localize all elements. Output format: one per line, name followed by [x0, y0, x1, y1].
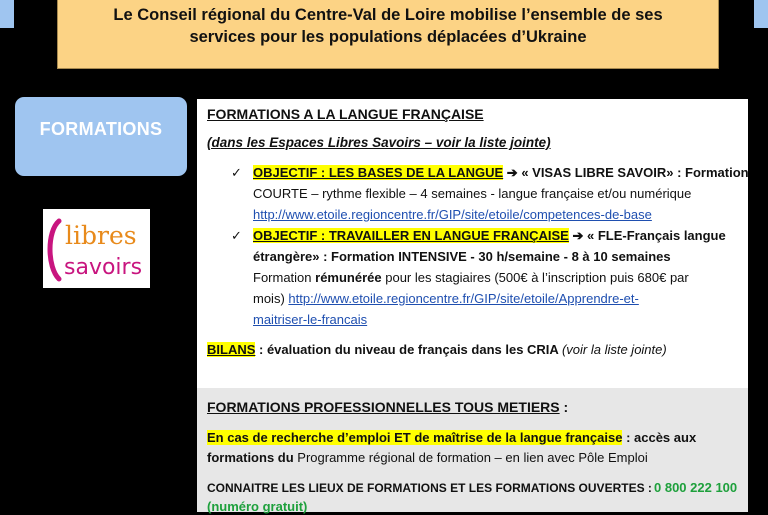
formations-tab-label: FORMATIONS	[39, 119, 163, 139]
language-training-section	[197, 99, 748, 388]
item2-link[interactable]: http://www.etoile.regioncentre.fr/GIP/site/etoile/Apprendre-et-	[288, 291, 639, 306]
formations-tab	[15, 97, 187, 176]
pro-title-suffix: :	[559, 399, 569, 415]
item2-objective: OBJECTIF : TRAVAILLER EN LANGUE FRANÇAISE	[253, 228, 569, 243]
bilans-text: : évaluation du niveau de français dans les CRIA	[255, 342, 562, 357]
bilans-label: BILANS	[207, 342, 256, 357]
header-line-1: Le Conseil régional du Centre-Val de Loire mobilise l’ensemble de ses	[113, 6, 663, 24]
item2-line3-prefix: Formation	[253, 270, 316, 285]
pro-section-title: FORMATIONS PROFESSIONNELLES TOUS METIERS	[207, 399, 560, 415]
item2-line2: étrangère» : Formation INTENSIVE - 30 h/semaine - 8 à 10 semaines	[253, 249, 671, 264]
item1-objective: OBJECTIF : LES BASES DE LA LANGUE	[253, 165, 504, 180]
item1-line2: COURTE – rythme flexible – 4 semaines - langue française et/ou numérique	[253, 186, 692, 201]
libres-savoirs-logo	[43, 209, 150, 288]
pro-line1	[207, 430, 696, 446]
item1-visa-text: « VISAS LIBRE SAVOIR» : Formation	[521, 165, 749, 180]
arrow-icon: ➔	[572, 228, 584, 243]
pro-line2-bold: formations du	[207, 450, 294, 465]
item2-link-continued[interactable]: maitriser-le-francais	[253, 312, 368, 327]
pro-contact-label: CONNAITRE LES LIEUX DE FORMATIONS ET LES FORMATIONS OUVERTES :	[207, 481, 652, 495]
right-decor-strip	[754, 0, 768, 28]
language-section-title: FORMATIONS A LA LANGUE FRANÇAISE	[207, 106, 484, 122]
header-banner	[57, 0, 719, 69]
item2-line4-prefix: mois)	[253, 291, 289, 306]
pro-section-title-line	[207, 399, 568, 415]
check-icon: ✓	[231, 165, 242, 180]
header-line-2: services pour les populations déplacées d’Ukraine	[189, 28, 587, 46]
pro-line2-rest: Programme régional de formation – en lien avec Pôle Emploi	[293, 450, 648, 465]
item1-line1	[253, 165, 749, 181]
professional-training-section	[197, 388, 748, 512]
language-section-subtitle: (dans les Espaces Libres Savoirs – voir la liste jointe)	[207, 135, 551, 150]
pro-line2	[207, 450, 648, 466]
pro-highlight: En cas de recherche d’emploi ET de maîtrise de la langue française	[207, 430, 623, 445]
arrow-icon: ➔	[506, 165, 518, 180]
bilans-note: (voir la liste jointe)	[561, 342, 667, 357]
bilans-line	[207, 342, 667, 358]
item2-line1	[253, 228, 726, 244]
item2-line3-bold: rémunérée	[315, 270, 382, 285]
item2-line3	[253, 270, 689, 286]
item1-link[interactable]: http://www.etoile.regioncentre.fr/GIP/site/etoile/competences-de-base	[253, 207, 652, 222]
item2-line4	[253, 291, 639, 307]
left-decor-strip	[0, 0, 14, 28]
pro-phone-note: (numéro gratuit)	[207, 499, 308, 514]
item2-line3-suffix: pour les stagiaires (500€ à l’inscription puis 680€ par	[381, 270, 689, 285]
item2-fle-text: « FLE-Français langue	[587, 228, 726, 243]
logo-word-top: libres	[65, 221, 137, 250]
check-icon: ✓	[231, 228, 242, 243]
pro-line1-rest: : accès aux	[622, 430, 697, 445]
pro-phone: 0 800 222 100	[654, 480, 738, 495]
logo-word-bottom: savoirs	[64, 255, 143, 280]
